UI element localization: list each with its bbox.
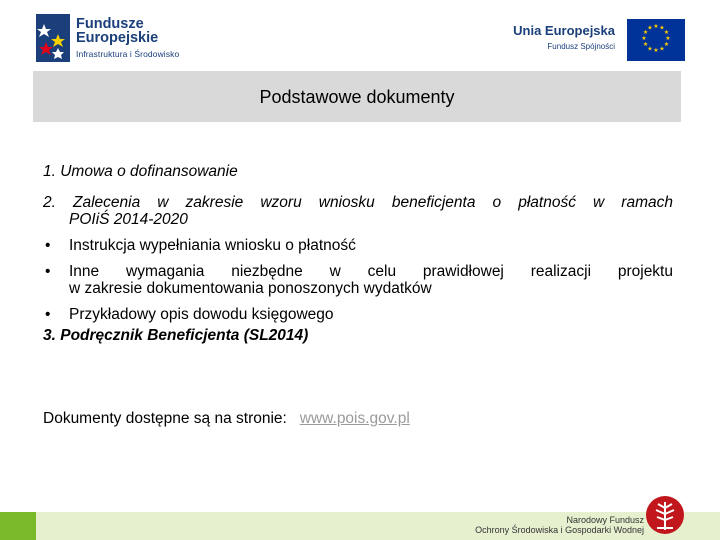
bullet-glyph: • [45, 306, 51, 323]
eu-logo-subtitle: Fundusz Spójności [547, 42, 615, 51]
svg-text:★: ★ [642, 29, 649, 36]
eu-flag-icon [627, 19, 685, 61]
bullet-text-line2: w zakresie dokumentowania ponoszonych wydatków [69, 280, 432, 297]
nfosigw-tree-icon [645, 494, 685, 536]
nfosigw-line1: Narodowy Fundusz [566, 515, 644, 525]
svg-text:★: ★ [663, 41, 670, 48]
fundusze-europejskie-logo [36, 14, 206, 64]
svg-text:★: ★ [647, 45, 653, 53]
list-item-zalecenia-line1: 2. Zalecenia w zakresie wzoru wniosku beneficjenta o płatność w ramach [43, 194, 673, 211]
svg-text:★: ★ [641, 35, 647, 42]
bullet-text-line1: Inne wymagania niezbędne w celu prawidłowej realizacji projektu [69, 263, 673, 280]
bullet-item-opis-dowodu [43, 306, 673, 323]
page-title: Podstawowe dokumenty [259, 87, 455, 107]
svg-text:★: ★ [665, 35, 671, 42]
eu-logo-title: Unia Europejska [513, 23, 615, 38]
title-band [33, 71, 681, 122]
list-item-podrecznik: 3. Podręcznik Beneficjenta (SL2014) [43, 327, 309, 344]
nfosigw-text [475, 515, 644, 535]
list-item-zalecenia-line2: POIiŚ 2014-2020 [69, 211, 188, 228]
bullet-text: Instrukcja wypełniania wniosku o płatność [69, 237, 356, 254]
documents-note [43, 410, 410, 428]
svg-text:★: ★ [653, 23, 659, 30]
footer-green-square [0, 512, 36, 540]
documents-note-text: Dokumenty dostępne są na stronie: [43, 410, 287, 427]
fe-logo-line3: Infrastruktura i Środowisko [76, 49, 180, 59]
nfosigw-line2: Ochrony Środowiska i Gospodarki Wodnej [475, 525, 644, 535]
bullet-text: Przykładowy opis dowodu księgowego [69, 306, 334, 323]
list-item-umowa: 1. Umowa o dofinansowanie [43, 163, 238, 180]
svg-text:★: ★ [647, 24, 653, 32]
document-content [43, 163, 673, 344]
svg-text:★: ★ [642, 41, 649, 48]
svg-text:★: ★ [659, 24, 665, 32]
bullet-glyph: • [45, 237, 51, 254]
fe-stars-icon [36, 14, 72, 62]
pois-link[interactable]: www.pois.gov.pl [299, 410, 410, 427]
unia-europejska-logo [505, 19, 685, 63]
svg-text:★: ★ [663, 29, 670, 36]
bullet-glyph: • [45, 263, 51, 280]
bullet-item-instrukcja [43, 237, 673, 254]
bullet-item-inne-wymagania [43, 263, 673, 297]
fe-logo-line2: Europejskie [76, 30, 159, 46]
svg-text:★: ★ [659, 45, 665, 53]
svg-text:★: ★ [653, 47, 659, 54]
fe-logo-line1: Fundusze [76, 16, 144, 32]
